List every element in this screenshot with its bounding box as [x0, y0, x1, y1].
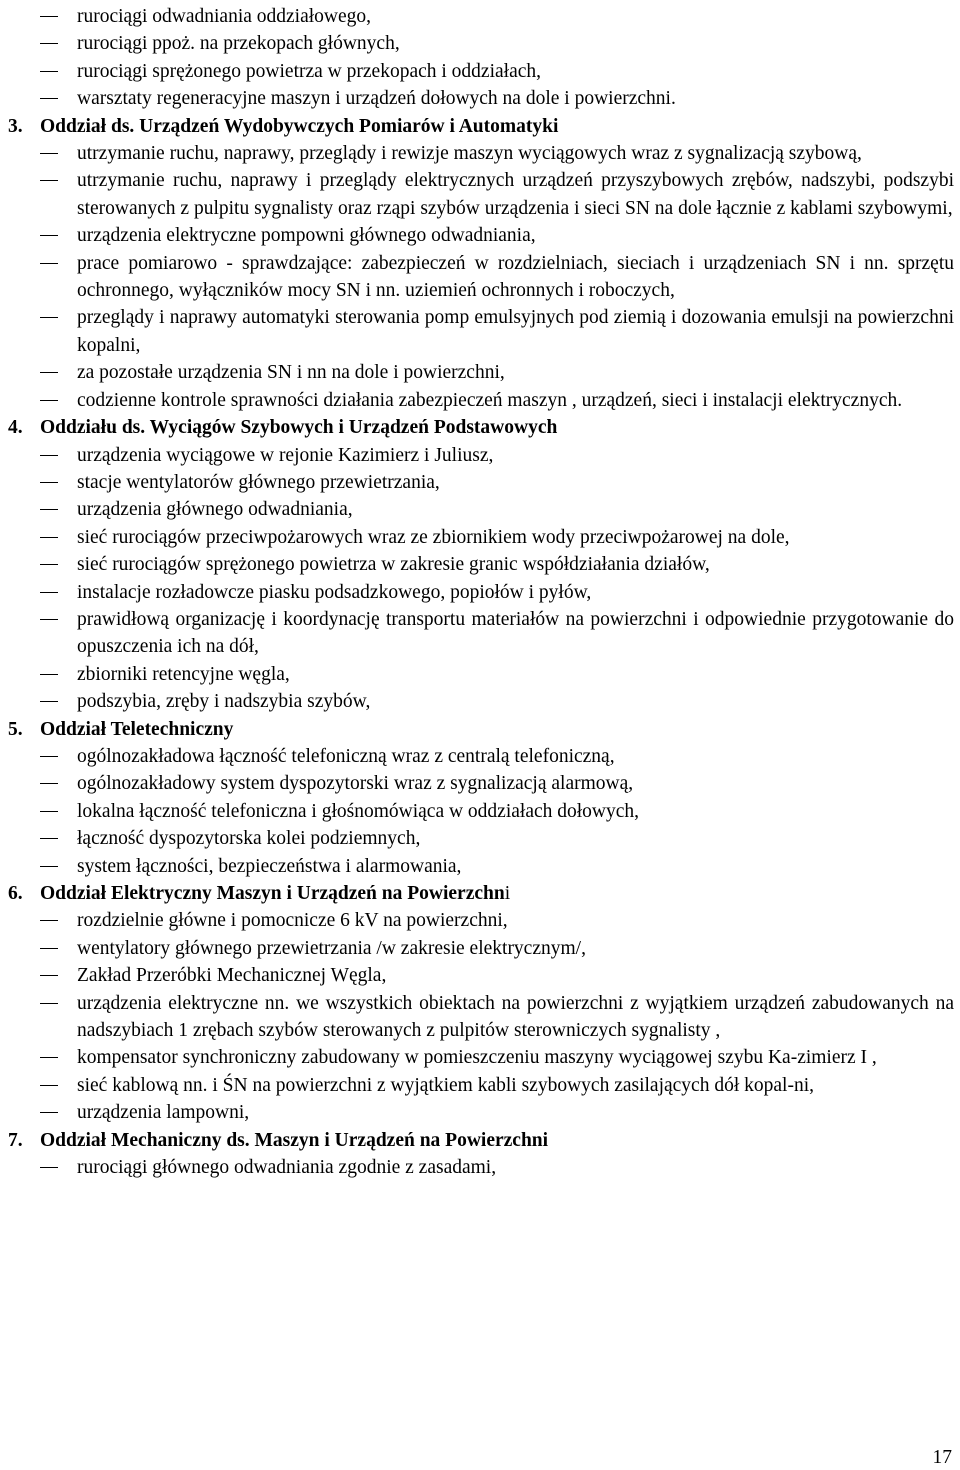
- section-heading: [0, 113, 960, 140]
- dash-bullet: [40, 482, 58, 483]
- section-title: Oddział Mechaniczny ds. Maszyn i Urządzeń na Powierzchni: [40, 1129, 549, 1151]
- dash-bullet: [40, 783, 58, 784]
- list-item: utrzymanie ruchu, naprawy i przeglądy elektrycznych urządzeń przyszybowych zrębów, nadszybi, podszybi sterowanych z pulpitu sygnalisty oraz rząpi szybów urządzenia i sieci SN na dole łącznie z kablami szybowymi,: [0, 167, 960, 222]
- dash-bullet: [40, 920, 58, 921]
- list-item: wentylatory głównego przewietrzania /w zakresie elektrycznym/,: [0, 935, 960, 962]
- dash-bullet: [40, 153, 58, 154]
- list-item: utrzymanie ruchu, naprawy, przeglądy i rewizje maszyn wyciągowych wraz z sygnalizacją szybową,: [0, 140, 960, 167]
- page-number: 17: [932, 1447, 952, 1468]
- list-item: lokalna łączność telefoniczna i głośnomówiąca w oddziałach dołowych,: [0, 798, 960, 825]
- dash-bullet: [40, 619, 58, 620]
- list-item: za pozostałe urządzenia SN i nn na dole i powierzchni,: [0, 359, 960, 386]
- dash-bullet: [40, 756, 58, 757]
- list-item: urządzenia lampowni,: [0, 1099, 960, 1126]
- section-6: [0, 880, 960, 1127]
- section-title: Oddział ds. Urządzeń Wydobywczych Pomiarów i Automatyki: [40, 115, 559, 137]
- section-number: 6.: [8, 883, 23, 904]
- dash-bullet: [40, 98, 58, 99]
- dash-bullet: [40, 263, 58, 264]
- dash-bullet: [40, 1112, 58, 1113]
- dash-bullet: [40, 455, 58, 456]
- list-item: system łączności, bezpieczeństwa i alarmowania,: [0, 853, 960, 880]
- list-item: urządzenia elektryczne nn. we wszystkich obiektach na powierzchni z wyjątkiem urządzeń zabudowanych na nadszybiach 1 zrębach szybów sterowanych z pulpitów sterowniczych sygnalisty ,: [0, 990, 960, 1045]
- list-item: rozdzielnie główne i pomocnicze 6 kV na powierzchni,: [0, 907, 960, 934]
- list-item: przeglądy i naprawy automatyki sterowania pomp emulsyjnych pod ziemią i dozowania emulsji na powierzchni kopalni,: [0, 304, 960, 359]
- section-7: [0, 1127, 960, 1182]
- section-number: 5.: [8, 718, 23, 740]
- list-item: Zakład Przeróbki Mechanicznej Węgla,: [0, 962, 960, 989]
- section-heading: [0, 1127, 960, 1154]
- section-5: [0, 716, 960, 880]
- section-heading: [0, 716, 960, 743]
- list-item: instalacje rozładowcze piasku podsadzkowego, popiołów i pyłów,: [0, 579, 960, 606]
- section-title: Oddział Elektryczny Maszyn i Urządzeń na Powierzchn: [40, 883, 505, 904]
- dash-bullet: [40, 838, 58, 839]
- dash-bullet: [40, 866, 58, 867]
- dash-bullet: [40, 1167, 58, 1168]
- section-number: 4.: [8, 417, 23, 439]
- list-item: warsztaty regeneracyjne maszyn i urządzeń dołowych na dole i powierzchni.: [0, 85, 960, 112]
- section-title: Oddziału ds. Wyciągów Szybowych i Urządzeń Podstawowych: [40, 417, 558, 439]
- list-item: urządzenia elektryczne pompowni głównego odwadniania,: [0, 222, 960, 249]
- dash-bullet: [40, 180, 58, 181]
- dash-bullet: [40, 811, 58, 812]
- dash-bullet: [40, 537, 58, 538]
- dash-bullet: [40, 592, 58, 593]
- dash-bullet: [40, 509, 58, 510]
- dash-bullet: [40, 400, 58, 401]
- section-4: [0, 414, 960, 715]
- section-number: 7.: [8, 1129, 23, 1151]
- list-item: prace pomiarowo - sprawdzające: zabezpieczeń w rozdzielniach, sieciach i urządzeniach SN i nn. sprzętu ochronnego, wyłączników mocy SN i nn. uziemień ochronnych i roboczych,: [0, 250, 960, 305]
- list-item: rurociągi głównego odwadniania zgodnie z zasadami,: [0, 1154, 960, 1181]
- dash-bullet: [40, 372, 58, 373]
- dash-bullet: [40, 975, 58, 976]
- list-item: rurociągi sprężonego powietrza w przekopach i oddziałach,: [0, 58, 960, 85]
- section-heading: [0, 414, 960, 441]
- document-page: [0, 3, 960, 1181]
- list-item: łączność dyspozytorska kolei podziemnych,: [0, 825, 960, 852]
- dash-bullet: [40, 564, 58, 565]
- list-item: ogólnozakładowy system dyspozytorski wraz z sygnalizacją alarmową,: [0, 770, 960, 797]
- dash-bullet: [40, 317, 58, 318]
- list-item: urządzenia wyciągowe w rejonie Kazimierz i Juliusz,: [0, 442, 960, 469]
- dash-bullet: [40, 16, 58, 17]
- section-number: 3.: [8, 115, 23, 137]
- list-item: prawidłową organizację i koordynację transportu materiałów na powierzchni i odpowiednie przygotowanie do opuszczenia ich na dół,: [0, 606, 960, 661]
- section-3: [0, 113, 960, 414]
- list-item: rurociągi ppoż. na przekopach głównych,: [0, 30, 960, 57]
- section-title: Oddział Teletechniczny: [40, 718, 234, 740]
- dash-bullet: [40, 235, 58, 236]
- dash-bullet: [40, 71, 58, 72]
- list-item: sieć rurociągów przeciwpożarowych wraz ze zbiornikiem wody przeciwpożarowej na dole,: [0, 524, 960, 551]
- list-item: ogólnozakładowa łączność telefoniczną wraz z centralą telefoniczną,: [0, 743, 960, 770]
- list-item: sieć kablową nn. i ŚN na powierzchni z wyjątkiem kabli szybowych zasilających dół kopal-ni,: [0, 1072, 960, 1099]
- dash-bullet: [40, 1057, 58, 1058]
- dash-bullet: [40, 674, 58, 675]
- list-item: kompensator synchroniczny zabudowany w pomieszczeniu maszyny wyciągowej szybu Ka-zimierz I ,: [0, 1044, 960, 1071]
- list-item: rurociągi odwadniania oddziałowego,: [0, 3, 960, 30]
- list-item: zbiorniki retencyjne węgla,: [0, 661, 960, 688]
- dash-bullet: [40, 43, 58, 44]
- dash-bullet: [40, 948, 58, 949]
- list-item: codzienne kontrole sprawności działania zabezpieczeń maszyn , urządzeń, sieci i instalacji elektrycznych.: [0, 387, 960, 414]
- list-item: urządzenia głównego odwadniania,: [0, 496, 960, 523]
- dash-bullet: [40, 1003, 58, 1004]
- list-item: sieć rurociągów sprężonego powietrza w zakresie granic współdziałania działów,: [0, 551, 960, 578]
- intro-list: [0, 3, 960, 113]
- section-heading: 6. Oddział Elektryczny Maszyn i Urządzeń na Powierzchni: [0, 880, 960, 907]
- dash-bullet: [40, 701, 58, 702]
- list-item: stacje wentylatorów głównego przewietrzania,: [0, 469, 960, 496]
- dash-bullet: [40, 1085, 58, 1086]
- list-item: podszybia, zręby i nadszybia szybów,: [0, 688, 960, 715]
